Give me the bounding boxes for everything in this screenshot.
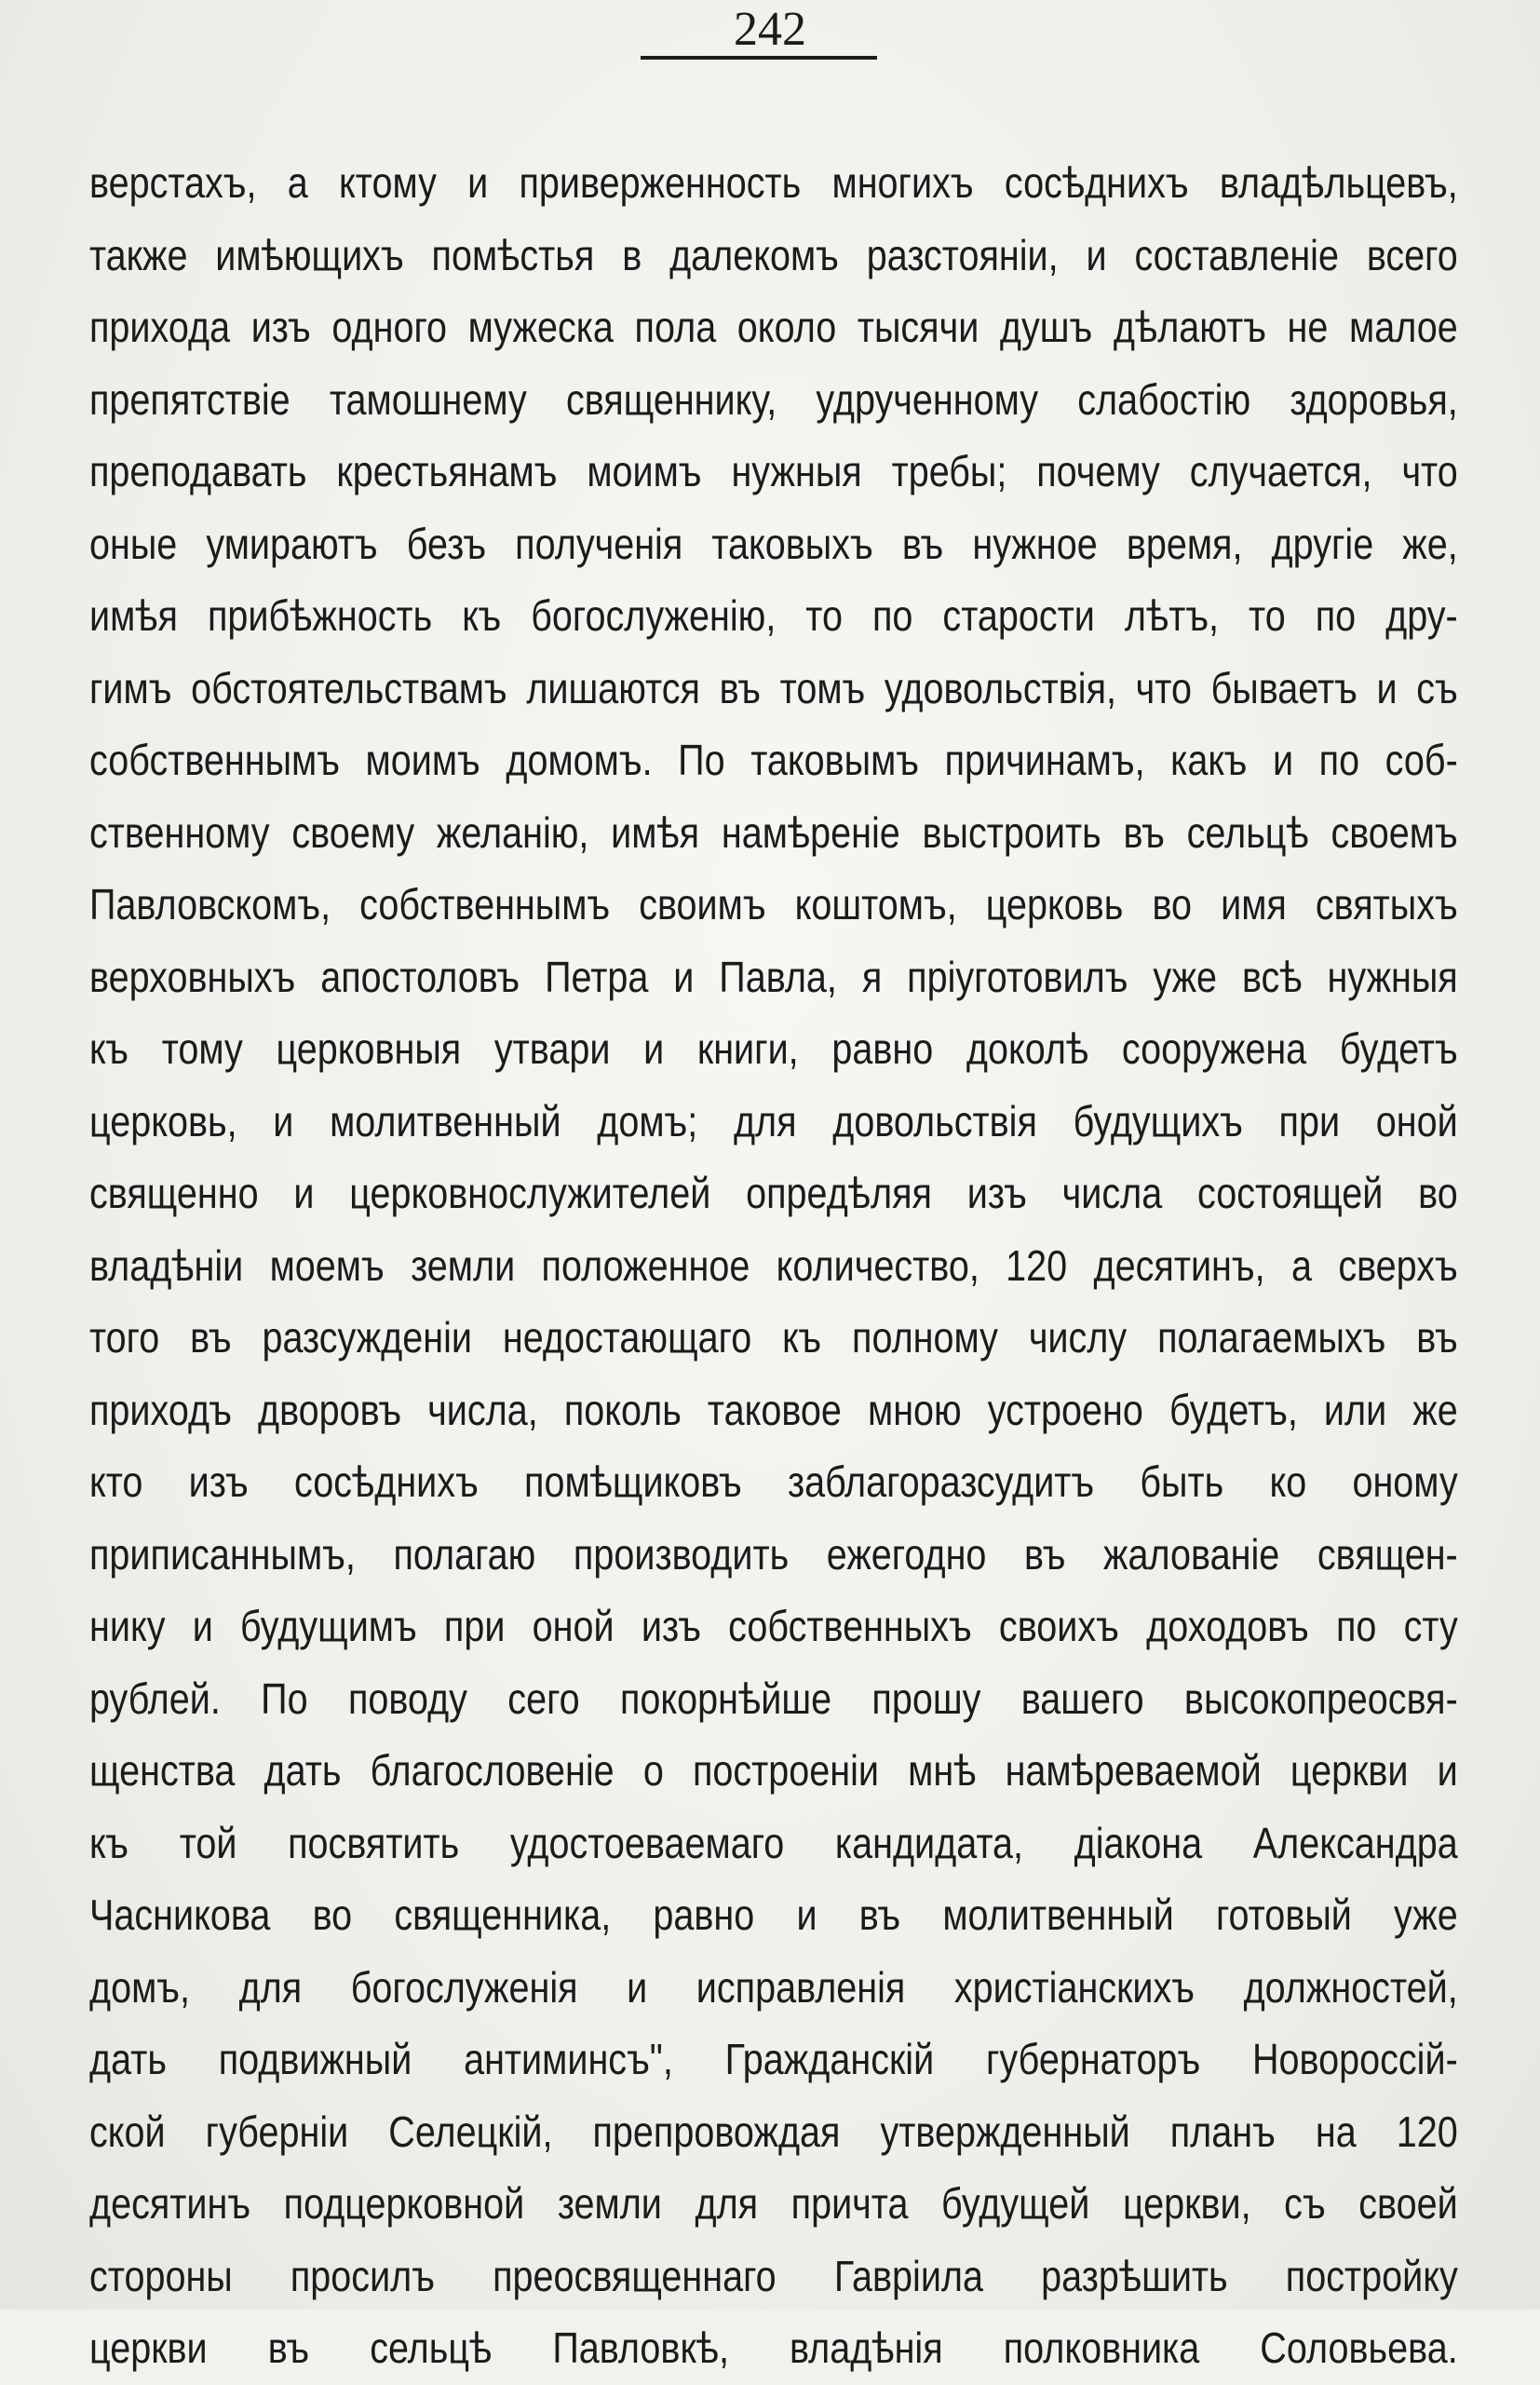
text-line: дать подвижный антиминсъ", Гражданскій губернаторъ Новороссій-	[89, 2035, 1458, 2083]
text-line: приходъ дворовъ числа, поколь таковое мною устроено будетъ, или же	[89, 1385, 1458, 1434]
text-line: оные умираютъ безъ полученія таковыхъ въ нужное время, другіе же,	[89, 519, 1458, 568]
text-line: ственному своему желанію, имѣя намѣреніе выстроить въ сельцѣ своемъ	[89, 807, 1458, 857]
text-line: Павловскомъ, собственнымъ своимъ коштомъ, церковь во имя святыхъ	[89, 880, 1458, 928]
text-line: десятинъ подцерковной земли для причта будущей церкви, съ своей	[89, 2179, 1458, 2228]
text-line: церковь, и молитвенный домъ; для довольствія будущихъ при оной	[89, 1096, 1458, 1145]
text-line: того въ разсужденіи недостающаго къ полному числу полагаемыхъ въ	[89, 1313, 1458, 1362]
text-line: владѣніи моемъ земли положенное количество, 120 десятинъ, а сверхъ	[89, 1240, 1458, 1290]
header-rule	[641, 56, 877, 60]
body-text	[89, 147, 1458, 2385]
text-line: кто изъ сосѣднихъ помѣщиковъ заблагоразсудитъ быть ко оному	[89, 1457, 1458, 1506]
text-line: къ тому церковныя утвари и книги, равно доколѣ сооружена будетъ	[89, 1024, 1458, 1073]
text-line: священно и церковнослужителей опредѣляя изъ числа состоящей во	[89, 1169, 1458, 1217]
text-line: щенства дать благословеніе о построеніи мнѣ намѣреваемой церкви и	[89, 1746, 1458, 1795]
page-number: 242	[734, 3, 806, 56]
text-line: гимъ обстоятельствамъ лишаются въ томъ удовольствія, что бываетъ и съ	[89, 663, 1458, 712]
text-line: преподавать крестьянамъ моимъ нужныя требы; почему случается, что	[89, 447, 1458, 495]
text-line: собственнымъ моимъ домомъ. По таковымъ причинамъ, какъ и по соб-	[89, 736, 1458, 784]
text-line: прихода изъ одного мужеска пола около тысячи душъ дѣлаютъ не малое	[89, 303, 1458, 351]
text-line: верховныхъ апостоловъ Петра и Павла, я пріуготовилъ уже всѣ нужныя	[89, 952, 1458, 1001]
text-line: нику и будущимъ при оной изъ собственныхъ своихъ доходовъ по сту	[89, 1602, 1458, 1650]
text-line: домъ, для богослуженія и исправленія христіанскихъ должностей,	[89, 1962, 1458, 2012]
text-line: къ той посвятить удостоеваемаго кандидата, діакона Александра	[89, 1818, 1458, 1867]
text-line: стороны просилъ преосвященнаго Гавріила разрѣшить постройку	[89, 2251, 1458, 2300]
text-line: церкви въ сельцѣ Павловкѣ, владѣнія полковника Соловьева.	[89, 2324, 1458, 2372]
text-line: приписаннымъ, полагаю производить ежегодно въ жалованіе священ-	[89, 1529, 1458, 1579]
text-line: ской губерніи Селецкій, препровождая утвержденный планъ на 120	[89, 2107, 1458, 2156]
text-line: верстахъ, а ктому и приверженность многихъ сосѣднихъ владѣльцевъ,	[89, 158, 1458, 207]
text-line: препятствіе тамошнему священнику, удрученному слабостію здоровья,	[89, 374, 1458, 424]
text-line: также имѣющихъ помѣстья в далекомъ разстояніи, и составленіе всего	[89, 230, 1458, 279]
text-line: имѣя прибѣжность къ богослуженію, то по старости лѣтъ, то по дру-	[89, 591, 1458, 640]
text-line: Часникова во священника, равно и въ молитвенный готовый уже	[89, 1890, 1458, 1939]
text-line: рублей. По поводу сего покорнѣйше прошу вашего высокопреосвя-	[89, 1674, 1458, 1723]
